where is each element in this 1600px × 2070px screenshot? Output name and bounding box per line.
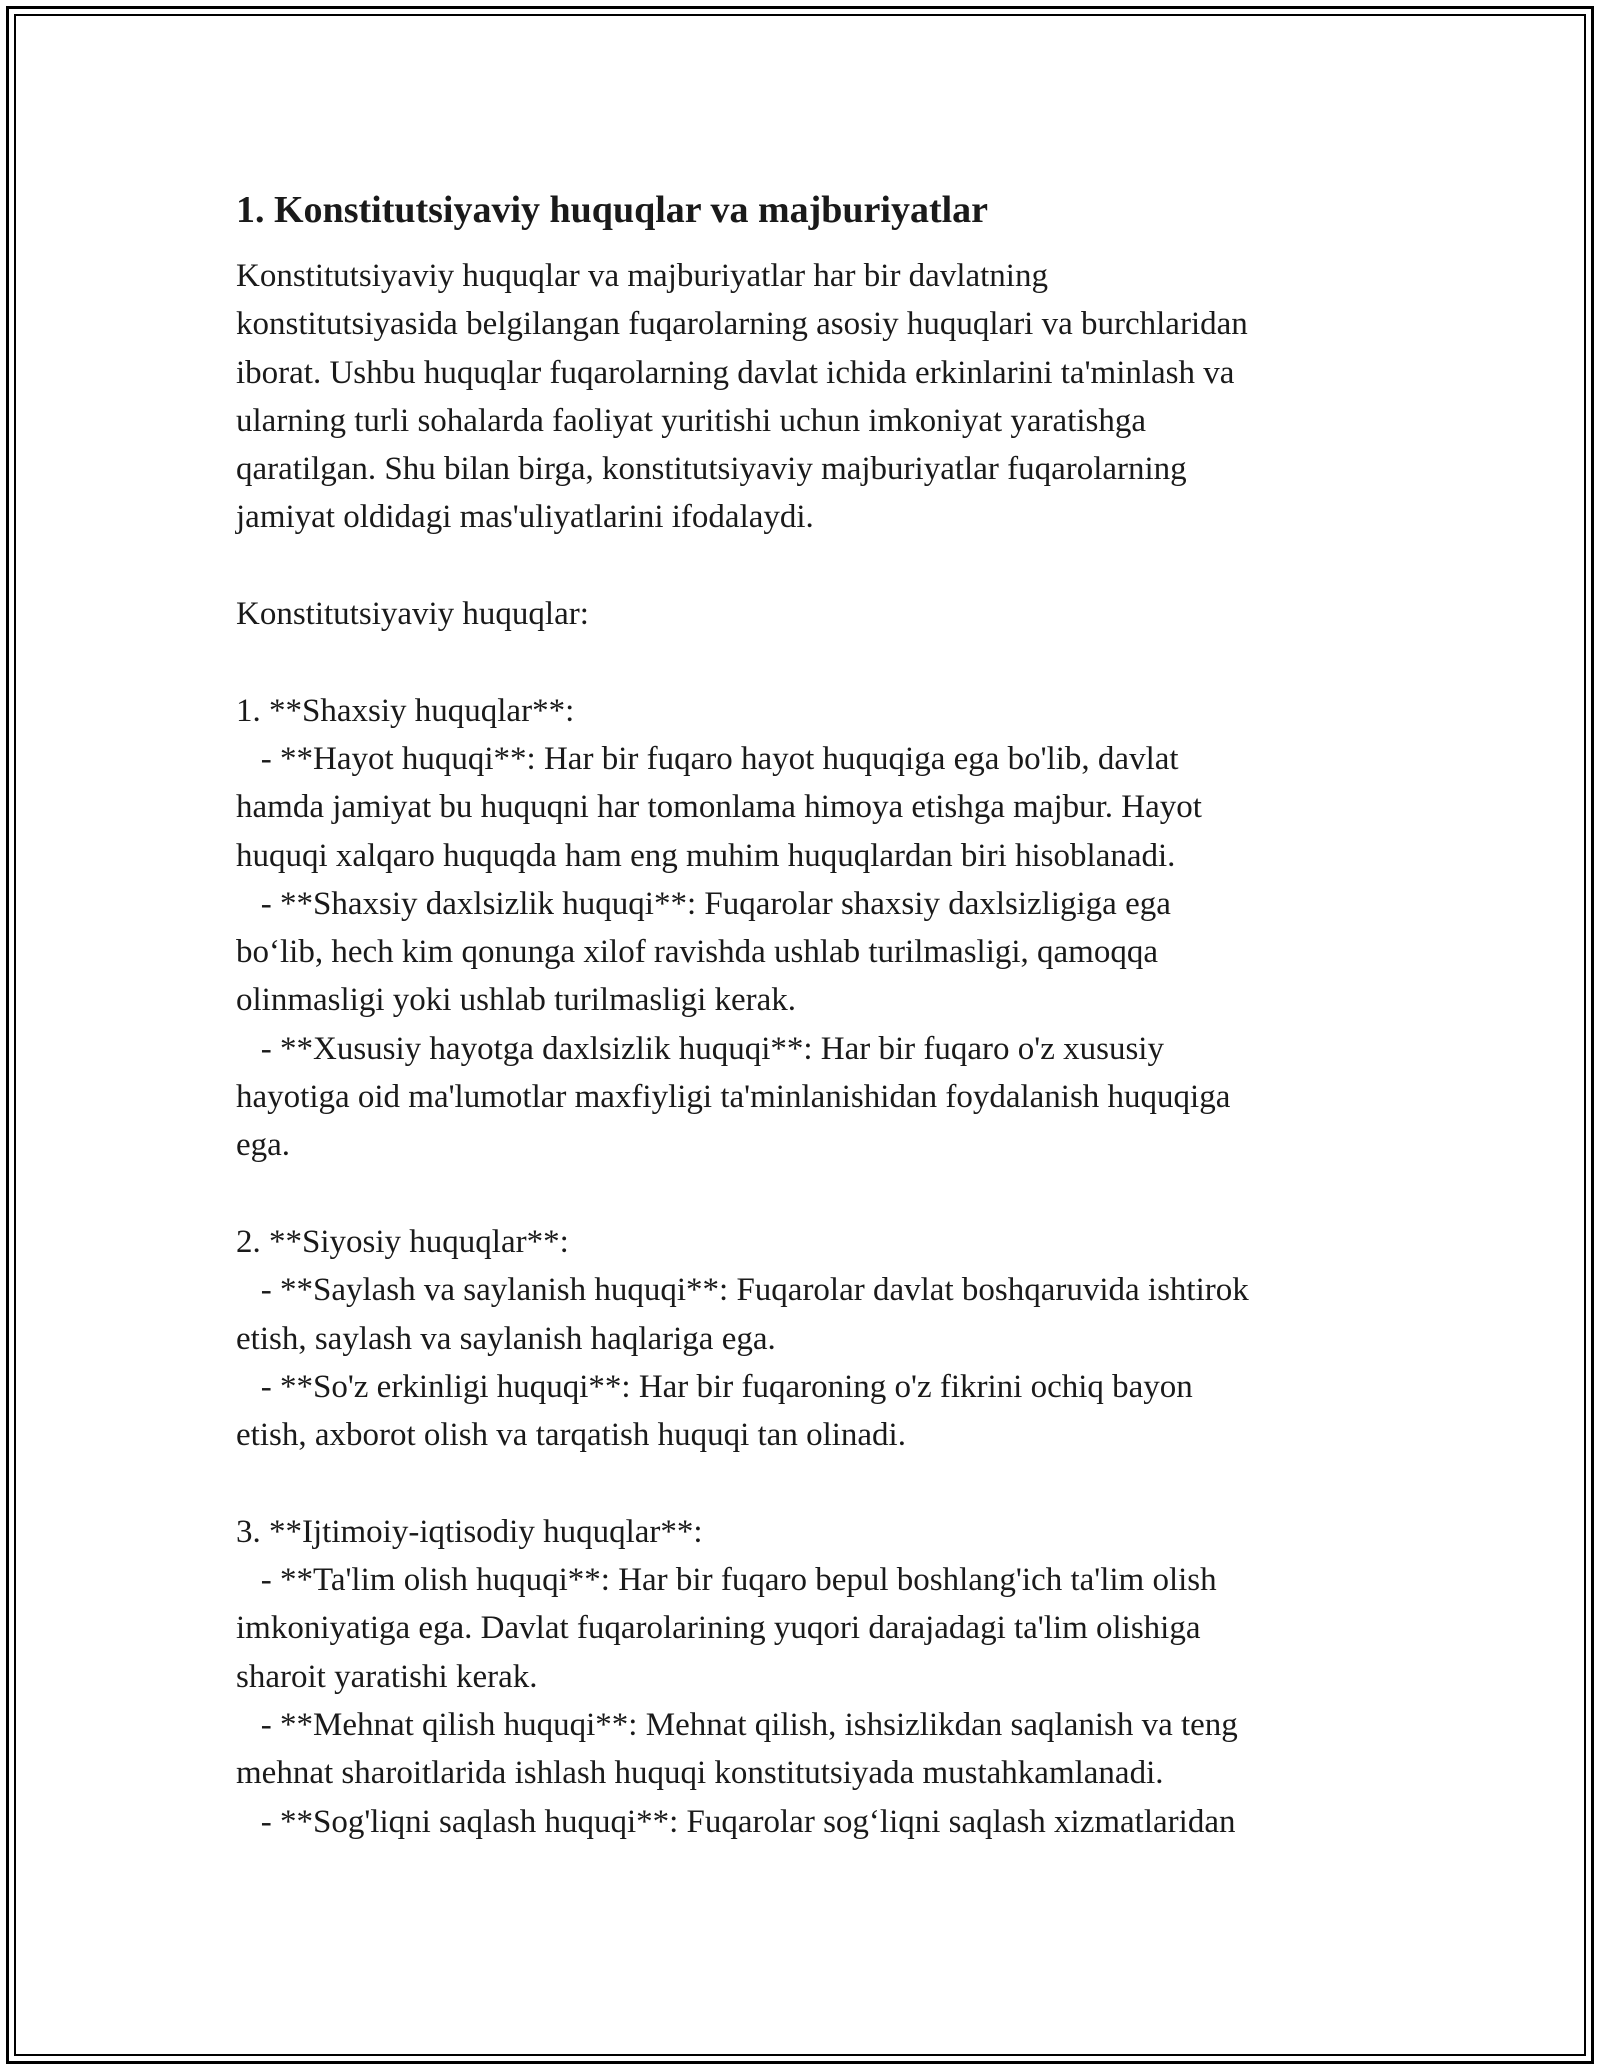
document-body [236, 186, 1376, 1846]
intro-line: ularning turli sohalarda faoliyat yuritishi uchun imkoniyat yaratishga [236, 402, 1147, 439]
paragraph-gap [236, 638, 1376, 686]
section-line: imkoniyatiga ega. Davlat fuqarolarining yuqori darajadagi ta'lim olishiga [236, 1610, 1201, 1647]
paragraph-gap [236, 1170, 1376, 1218]
section-line: - **Mehnat qilish huquqi**: Mehnat qilish, ishsizlikdan saqlanish va teng [236, 1706, 1238, 1743]
section-line: - **Xususiy hayotga daxlsizlik huquqi**: Har bir fuqaro o'z xususiy [236, 1030, 1164, 1067]
intro-paragraph [236, 252, 1376, 542]
section-line: huquqi xalqaro huquqda ham eng muhim huquqlardan biri hisoblanadi. [236, 837, 1176, 874]
section-line: hayotiga oid ma'lumotlar maxfiyligi ta'minlanishidan foydalanish huquqiga [236, 1079, 1231, 1116]
section-line: olinmasligi yoki ushlab turilmasligi kerak. [236, 982, 797, 1019]
intro-line: iborat. Ushbu huquqlar fuqarolarning davlat ichida erkinlarini ta'minlash va [236, 354, 1235, 391]
intro-line: konstitutsiyasida belgilangan fuqarolarning asosiy huquqlari va burchlaridan [236, 306, 1248, 343]
intro-line: jamiyat oldidagi mas'uliyatlarini ifodalaydi. [236, 499, 814, 536]
section-line: 2. **Siyosiy huquqlar**: [236, 1223, 569, 1260]
section-line: - **So'z erkinligi huquqi**: Har bir fuqaroning o'z fikrini ochiq bayon [236, 1368, 1193, 1405]
section-personal-rights [236, 687, 1376, 1170]
section-line: sharoit yaratishi kerak. [236, 1658, 538, 1695]
section-line: ega. [236, 1127, 291, 1164]
paragraph-gap [236, 1459, 1376, 1507]
section-line: - **Sog'liqni saqlash huquqi**: Fuqarolar sog‘liqni saqlash xizmatlaridan [236, 1803, 1236, 1840]
section-line: etish, saylash va saylanish haqlariga ega. [236, 1320, 776, 1357]
page-title: 1. Konstitutsiyaviy huquqlar va majburiyatlar [236, 189, 989, 231]
section-line: 3. **Ijtimoiy-iqtisodiy huquqlar**: [236, 1513, 703, 1550]
section-socioeconomic-rights [236, 1508, 1376, 1846]
section-line: - **Shaxsiy daxlsizlik huquqi**: Fuqarolar shaxsiy daxlsizligiga ega [236, 885, 1171, 922]
section-line: - **Ta'lim olish huquqi**: Har bir fuqaro bepul boshlang'ich ta'lim olish [236, 1562, 1217, 1599]
intro-line: qaratilgan. Shu bilan birga, konstitutsiyaviy majburiyatlar fuqarolarning [236, 451, 1187, 488]
section-line: hamda jamiyat bu huquqni har tomonlama himoya etishga majbur. Hayot [236, 789, 1202, 826]
paragraph-gap [236, 542, 1376, 590]
rights-heading-text: Konstitutsiyaviy huquqlar: [236, 596, 589, 633]
section-line: - **Saylash va saylanish huquqi**: Fuqarolar davlat boshqaruvida ishtirok [236, 1272, 1249, 1309]
intro-line: Konstitutsiyaviy huquqlar va majburiyatlar har bir davlatning [236, 258, 1048, 294]
section-line: etish, axborot olish va tarqatish huquqi tan olinadi. [236, 1417, 906, 1454]
section-line: - **Hayot huquqi**: Har bir fuqaro hayot huquqiga ega bo'lib, davlat [236, 740, 1179, 777]
section-line: mehnat sharoitlarida ishlash huquqi konstitutsiyada mustahkamlanadi. [236, 1755, 1164, 1792]
section-line: 1. **Shaxsiy huquqlar**: [236, 692, 575, 729]
section-political-rights [236, 1218, 1376, 1459]
rights-heading [236, 590, 1376, 638]
section-line: bo‘lib, hech kim qonunga xilof ravishda ushlab turilmasligi, qamoqqa [236, 934, 1159, 971]
